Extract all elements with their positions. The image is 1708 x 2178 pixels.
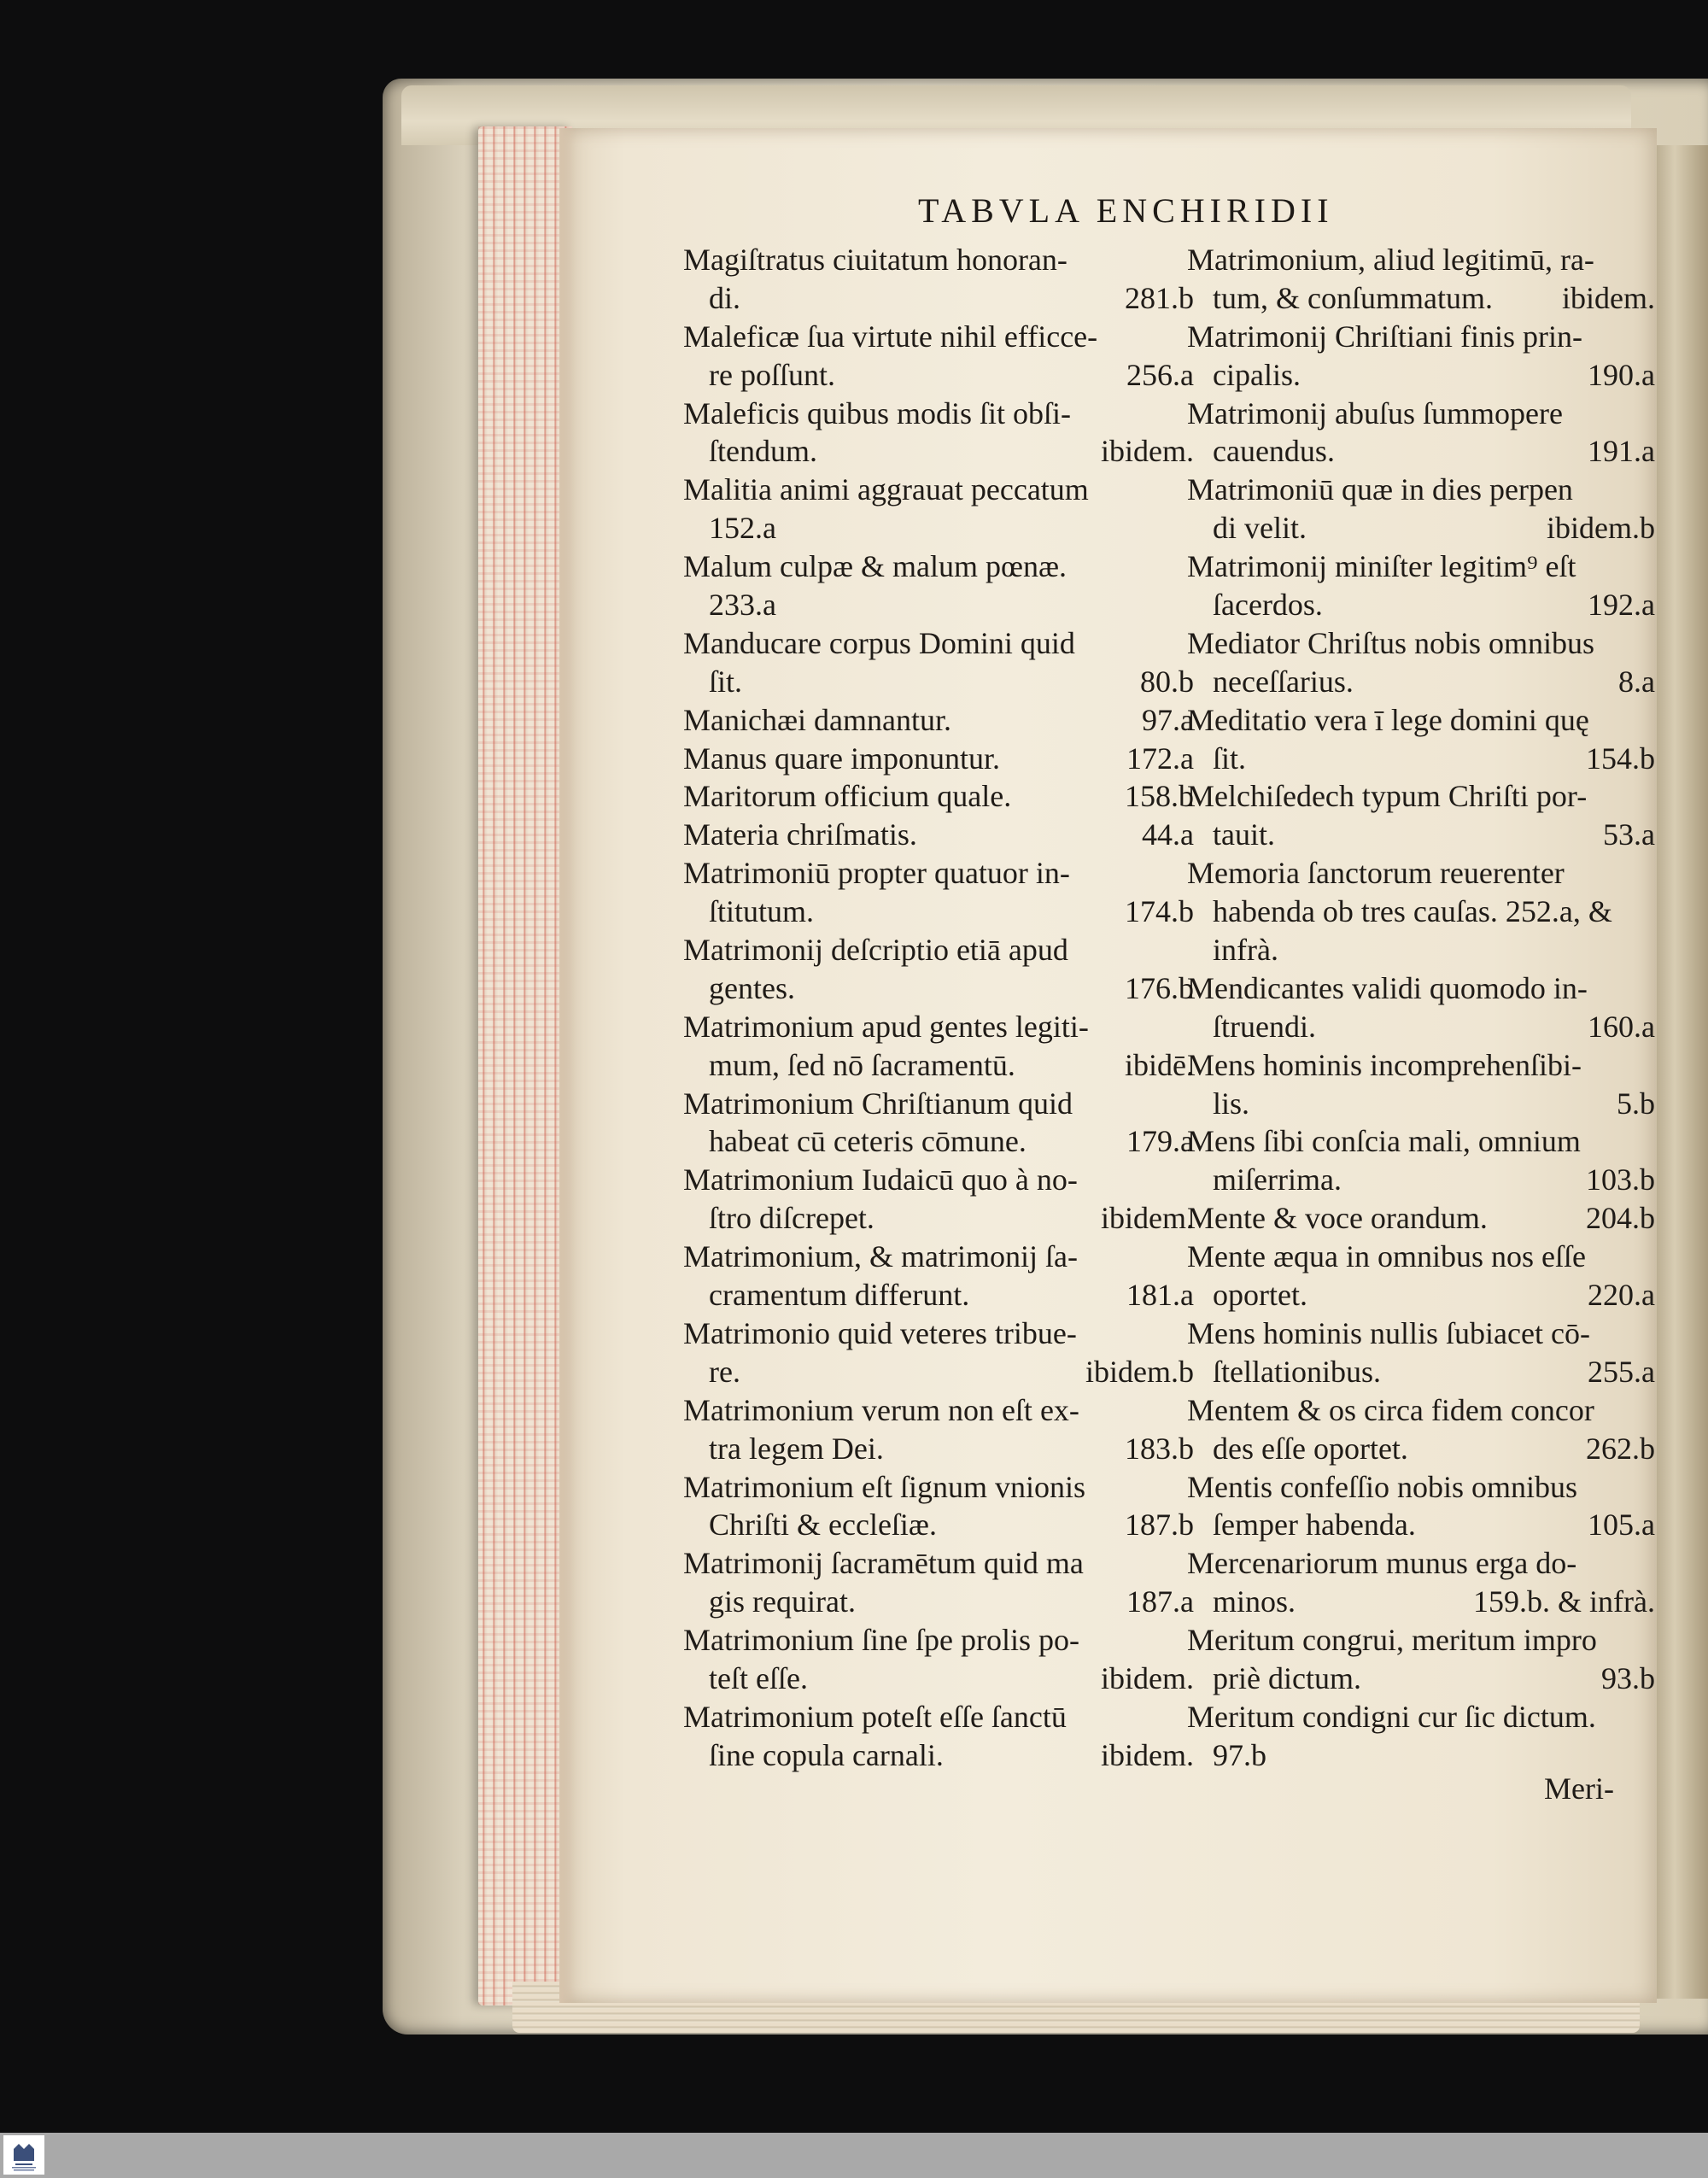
- index-entry-heading-line: [1187, 701, 1655, 740]
- left-index-column: [683, 241, 1194, 1775]
- index-entry-heading-line: [1187, 1314, 1655, 1353]
- index-entry: [1187, 318, 1655, 395]
- index-entry-page-reference: 192.a: [1588, 588, 1655, 623]
- index-entry: [1187, 1314, 1655, 1391]
- index-entry-continuation-line: [1187, 1353, 1655, 1391]
- index-entry: [683, 471, 1194, 547]
- index-entry-heading-line: [1187, 1698, 1655, 1736]
- index-entry-text: Matrimonij abuſus ſummopere: [1187, 395, 1563, 430]
- index-entry-page-reference: 80.b: [1140, 664, 1194, 699]
- index-entry: [1187, 1238, 1655, 1314]
- index-entry: [1187, 1698, 1655, 1775]
- index-entry-heading-line: [1187, 1544, 1655, 1583]
- index-entry-continuation-line: [1187, 586, 1655, 624]
- index-entry-text: cauendus.: [1213, 434, 1335, 469]
- index-entry-page-reference: 187.a: [1126, 1584, 1194, 1619]
- index-entry-text: Matrimonij deſcriptio etiā apud: [683, 933, 1068, 968]
- index-entry-text: Matrimonium ſine ſpe prolis po-: [683, 1623, 1079, 1658]
- index-entry-page-reference: 97.a: [1142, 702, 1194, 737]
- index-entry-page-reference: 256.a: [1126, 357, 1194, 392]
- index-entry: [683, 701, 1194, 740]
- index-entry-heading-line: [1187, 318, 1655, 356]
- index-entry-continuation-line: [683, 663, 1194, 701]
- index-entry-page-reference: 183.b: [1125, 1431, 1194, 1466]
- index-entry-text: Matrimonium Iudaicū quo à no-: [683, 1162, 1078, 1197]
- index-entry-text: tra legem Dei.: [709, 1431, 884, 1466]
- index-entry-heading-line: [683, 624, 1194, 663]
- index-entry: [683, 241, 1194, 318]
- index-entry-continuation-line: [1187, 1008, 1655, 1046]
- index-entry-continuation-line: [1187, 1583, 1655, 1621]
- index-entry-heading-line: [683, 701, 1194, 740]
- index-entry-continuation-line: [683, 1276, 1194, 1314]
- index-entry-heading-line: [1187, 1122, 1655, 1161]
- index-entry-continuation-line: [683, 1506, 1194, 1544]
- index-entry-text: Mens hominis nullis ſubiacet cō-: [1187, 1315, 1590, 1350]
- index-entry: [683, 1314, 1194, 1391]
- index-entry: [1187, 1391, 1655, 1468]
- index-entry-text: Mediator Chriſtus nobis omnibus: [1187, 625, 1594, 660]
- index-entry: [683, 624, 1194, 701]
- index-entry: [683, 1544, 1194, 1621]
- index-entry-continuation-line: [1187, 740, 1655, 778]
- index-entry-text: Maritorum officium quale.: [683, 779, 1012, 814]
- index-entry-heading-line: [683, 1161, 1194, 1199]
- right-index-column: [1187, 241, 1655, 1775]
- index-entry-text: di velit.: [1213, 511, 1307, 546]
- index-entry: [1187, 1046, 1655, 1123]
- index-entry-text: ſemper habenda.: [1213, 1508, 1416, 1543]
- index-entry: [683, 1238, 1194, 1314]
- index-entry-heading-line: [1187, 241, 1655, 279]
- index-entry-page-reference: 103.b: [1586, 1162, 1655, 1197]
- index-entry-continuation-line: [683, 1046, 1194, 1085]
- red-page-edges: [478, 126, 572, 2005]
- index-entry-continuation-line: [683, 1583, 1194, 1621]
- index-entry-heading-line: [683, 777, 1194, 816]
- index-entry-text: gis requirat.: [709, 1584, 856, 1619]
- index-entry-heading-line: [683, 318, 1194, 356]
- index-entry-heading-line: [683, 854, 1194, 893]
- index-entry-heading-line: [683, 740, 1194, 778]
- index-entry-continuation-line: [683, 432, 1194, 471]
- index-entry: [1187, 547, 1655, 624]
- index-entry-page-reference: 220.a: [1588, 1278, 1655, 1313]
- index-entry-continuation-line: [1187, 1430, 1655, 1468]
- index-entry-text: Mente æqua in omnibus nos eſſe: [1187, 1239, 1586, 1274]
- index-entry-text: Memoria ſanctorum reuerenter: [1187, 856, 1565, 891]
- index-entry-text: re.: [709, 1354, 740, 1389]
- index-entry-text: Matrimonij ſacramētum quid ma: [683, 1546, 1084, 1581]
- index-entry-continuation-line: [683, 1122, 1194, 1161]
- index-entry-text: re poſſunt.: [709, 357, 835, 392]
- index-entry: [683, 931, 1194, 1008]
- index-entry-text: ſtitutum.: [709, 894, 815, 929]
- index-entry-text: priè dictum.: [1213, 1660, 1361, 1695]
- index-entry-text: minos.: [1213, 1584, 1296, 1619]
- index-entry: [683, 777, 1194, 816]
- index-entry-heading-line: [683, 1621, 1194, 1660]
- index-entry-page-reference: ibidem.b: [1085, 1354, 1194, 1389]
- index-entry-page-reference: 204.b: [1586, 1201, 1655, 1236]
- index-entry-text: Manus quare imponuntur.: [683, 741, 1000, 776]
- index-entry-text: Mendicantes validi quomodo in-: [1187, 970, 1588, 1005]
- index-entry-page-reference: 172.a: [1126, 741, 1194, 776]
- index-entry-continuation-line: [683, 1736, 1194, 1775]
- index-entry-heading-line: [1187, 395, 1655, 433]
- index-entry: [1187, 1199, 1655, 1238]
- index-entry-text: 152.a: [709, 511, 776, 546]
- index-entry-continuation-line: [1187, 816, 1655, 854]
- index-entry-text: Matrimonij Chriſtiani finis prin-: [1187, 319, 1582, 354]
- index-entry-page-reference: 181.a: [1126, 1278, 1194, 1313]
- index-entry-page-reference: 179.a: [1126, 1124, 1194, 1159]
- index-entry: [1187, 777, 1655, 854]
- index-entry-text: Mens ſibi conſcia mali, omnium: [1187, 1124, 1581, 1159]
- index-entry-text: tauit.: [1213, 817, 1275, 852]
- index-entry-text: Malitia animi aggrauat peccatum: [683, 472, 1089, 507]
- index-entry: [1187, 969, 1655, 1046]
- index-entry-text: 97.b: [1213, 1737, 1266, 1772]
- index-entry: [683, 816, 1194, 854]
- index-entry-page-reference: 190.a: [1588, 357, 1655, 392]
- index-entry-page-reference: 158.b: [1125, 779, 1194, 814]
- index-entry-text: Manducare corpus Domini quid: [683, 625, 1075, 660]
- index-entry-text: ſit.: [709, 664, 743, 699]
- index-entry-page-reference: 187.b: [1125, 1508, 1194, 1543]
- index-entry-text: Malum culpæ & malum pœnæ.: [683, 549, 1067, 584]
- index-entry-text: Mercenariorum munus erga do-: [1187, 1546, 1577, 1581]
- index-entry-text: cramentum differunt.: [709, 1278, 970, 1313]
- index-entry-heading-line: [683, 1544, 1194, 1583]
- index-entry-text: di.: [709, 280, 741, 315]
- index-entry-continuation-line: [1187, 356, 1655, 395]
- index-entry-text: Magiſtratus ciuitatum honoran-: [683, 243, 1068, 277]
- index-entry-heading-line: [683, 547, 1194, 586]
- index-entry-heading-line: [683, 1238, 1194, 1276]
- library-logo-icon: [3, 2135, 44, 2175]
- index-entry-heading-line: [683, 471, 1194, 509]
- index-entry-heading-line: [683, 1468, 1194, 1507]
- index-entry-text: Matrimoniū propter quatuor in-: [683, 856, 1070, 891]
- index-entry-text: infrà.: [1213, 933, 1278, 968]
- index-entry-text: ſacerdos.: [1213, 588, 1323, 623]
- index-entry-page-reference: 8.a: [1618, 664, 1655, 699]
- index-entry-text: Mens hominis incomprehenſibi-: [1187, 1047, 1582, 1082]
- index-entry-text: Manichæi damnantur.: [683, 702, 951, 737]
- index-entry-text: Matrimonium Chriſtianum quid: [683, 1086, 1073, 1121]
- index-entry-text: Matrimonium, aliud legitimū, ra-: [1187, 243, 1594, 277]
- index-entry-page-reference: 154.b: [1586, 741, 1655, 776]
- index-entry-page-reference: 262.b: [1586, 1431, 1655, 1466]
- index-entry-continuation-line: [683, 1199, 1194, 1238]
- index-entry-heading-line: [1187, 1199, 1655, 1238]
- index-entry-page-reference: ibidem.: [1101, 1660, 1194, 1695]
- index-entry-continuation-line: [1187, 931, 1655, 969]
- index-entry-page-reference: 93.b: [1601, 1660, 1655, 1695]
- index-entry-text: 233.a: [709, 588, 776, 623]
- index-entry-continuation-line: [683, 1430, 1194, 1468]
- index-entry-continuation-line: [683, 1353, 1194, 1391]
- index-entry: [1187, 471, 1655, 547]
- index-entry-page-reference: 5.b: [1617, 1086, 1655, 1121]
- index-entry: [683, 1391, 1194, 1468]
- index-entry-page-reference: 191.a: [1588, 434, 1655, 469]
- index-entry-continuation-line: [1187, 1506, 1655, 1544]
- index-entry-text: Maleficæ ſua virtute nihil efficce-: [683, 319, 1098, 354]
- index-entry-heading-line: [1187, 547, 1655, 586]
- index-entry-continuation-line: [1187, 509, 1655, 547]
- index-entry: [683, 740, 1194, 778]
- index-entry-page-reference: 53.a: [1603, 817, 1655, 852]
- index-entry: [683, 547, 1194, 624]
- index-entry-continuation-line: [1187, 1660, 1655, 1698]
- index-entry-text: Matrimonium poteſt eſſe ſanctū: [683, 1699, 1067, 1734]
- index-entry-text: Meditatio vera ī lege domini quę: [1187, 702, 1589, 737]
- index-entry-continuation-line: [1187, 893, 1655, 931]
- index-entry-continuation-line: [1187, 663, 1655, 701]
- index-entry-continuation-line: [1187, 1161, 1655, 1199]
- index-entry-page-reference: 44.a: [1142, 817, 1194, 852]
- index-entry-text: oportet.: [1213, 1278, 1307, 1313]
- index-entry-continuation-line: [1187, 1276, 1655, 1314]
- index-entry-text: ſit.: [1213, 741, 1247, 776]
- index-entry-heading-line: [683, 1314, 1194, 1353]
- index-entry-page-reference: 160.a: [1588, 1009, 1655, 1044]
- index-entry-text: lis.: [1213, 1086, 1250, 1121]
- index-entry-continuation-line: [683, 586, 1194, 624]
- index-entry-page-reference: ibidē.: [1125, 1047, 1194, 1082]
- index-entry-continuation-line: [683, 509, 1194, 547]
- index-entry-text: ſtellationibus.: [1213, 1354, 1381, 1389]
- index-entry-text: Mente & voce orandum.: [1187, 1201, 1488, 1236]
- catchword: Meri-: [1544, 1771, 1614, 1806]
- index-entry-text: Mentem & os circa fidem concor: [1187, 1392, 1594, 1427]
- index-entry-page-reference: ibidem.: [1562, 280, 1655, 315]
- index-entry-text: Matrimonium verum non eſt ex-: [683, 1392, 1079, 1427]
- index-entry-page-reference: ibidem.b: [1547, 511, 1655, 546]
- index-entry: [683, 1161, 1194, 1238]
- page-gutter: [559, 128, 575, 2003]
- cover-right-edge: [1652, 145, 1708, 1999]
- index-entry-page-reference: 159.b. & infrà.: [1473, 1584, 1655, 1619]
- index-entry-text: Materia chriſmatis.: [683, 817, 917, 852]
- index-entry-heading-line: [683, 816, 1194, 854]
- index-entry: [1187, 1468, 1655, 1545]
- index-entry-heading-line: [683, 1391, 1194, 1430]
- index-entry-text: tum, & conſummatum.: [1213, 280, 1493, 315]
- index-entry: [683, 395, 1194, 471]
- index-entry-text: neceſſarius.: [1213, 664, 1354, 699]
- index-entry-page-reference: 176.b: [1125, 970, 1194, 1005]
- index-entry-text: ſtendum.: [709, 434, 817, 469]
- index-entry-text: ſine copula carnali.: [709, 1737, 944, 1772]
- index-entry: [1187, 241, 1655, 318]
- viewer-bottom-bar: [0, 2133, 1708, 2178]
- index-entry: [1187, 1621, 1655, 1698]
- index-entry: [1187, 1544, 1655, 1621]
- index-entry-heading-line: [1187, 1238, 1655, 1276]
- index-entry-heading-line: [1187, 1621, 1655, 1660]
- index-entry-text: Matrimonij miniſter legitim⁹ eſt: [1187, 549, 1576, 584]
- index-entry-continuation-line: [1187, 1736, 1655, 1775]
- index-entry-heading-line: [683, 1008, 1194, 1046]
- index-entry-text: mum, ſed nō ſacramentū.: [709, 1047, 1015, 1082]
- index-entry-page-reference: 255.a: [1588, 1354, 1655, 1389]
- index-entry-text: Melchiſedech typum Chriſti por-: [1187, 779, 1588, 814]
- index-entry-heading-line: [1187, 854, 1655, 893]
- index-entry-heading-line: [683, 241, 1194, 279]
- index-entry-page-reference: 281.b: [1125, 280, 1194, 315]
- index-entry-text: Matrimonium eſt ſignum vnionis: [683, 1469, 1085, 1504]
- index-entry-continuation-line: [683, 893, 1194, 931]
- index-entry-continuation-line: [683, 1660, 1194, 1698]
- book-page: [559, 128, 1657, 2003]
- index-entry-continuation-line: [683, 279, 1194, 318]
- index-entry-text: miſerrima.: [1213, 1162, 1342, 1197]
- index-entry-page-reference: ibidem.: [1101, 434, 1194, 469]
- index-entry-page-reference: 105.a: [1588, 1508, 1655, 1543]
- index-entry-heading-line: [1187, 1046, 1655, 1085]
- index-entry-text: des eſſe oportet.: [1213, 1431, 1408, 1466]
- index-entry-text: Matrimonium apud gentes legiti-: [683, 1009, 1089, 1044]
- index-entry-continuation-line: [683, 969, 1194, 1008]
- index-entry-page-reference: ibidem.: [1101, 1737, 1194, 1772]
- index-entry-text: teſt eſſe.: [709, 1660, 808, 1695]
- index-entry: [683, 1008, 1194, 1085]
- index-entry-continuation-line: [683, 356, 1194, 395]
- index-entry-text: ſtruendi.: [1213, 1009, 1316, 1044]
- index-entry-text: Meritum condigni cur ſic dictum.: [1187, 1699, 1596, 1734]
- index-entry-heading-line: [1187, 624, 1655, 663]
- index-entry-heading-line: [1187, 969, 1655, 1008]
- index-entry-text: Matrimoniū quæ in dies perpen: [1187, 472, 1573, 507]
- index-entry-continuation-line: [1187, 1085, 1655, 1123]
- running-head: TABVLA ENCHIRIDII: [918, 191, 1334, 230]
- index-entry-heading-line: [1187, 471, 1655, 509]
- index-entry-heading-line: [683, 931, 1194, 969]
- index-entry: [683, 1698, 1194, 1775]
- index-entry-text: habenda ob tres cauſas. 252.a, &: [1213, 894, 1612, 929]
- index-entry: [1187, 854, 1655, 969]
- index-entry-heading-line: [1187, 1468, 1655, 1507]
- index-entry-heading-line: [683, 1698, 1194, 1736]
- index-entry: [683, 854, 1194, 931]
- index-entry-page-reference: 174.b: [1125, 894, 1194, 929]
- index-entry-page-reference: ibidem.: [1101, 1201, 1194, 1236]
- index-entry-text: Mentis confeſſio nobis omnibus: [1187, 1469, 1577, 1504]
- index-entry-text: Chriſti & eccleſiæ.: [709, 1508, 937, 1543]
- index-entry: [1187, 701, 1655, 778]
- index-entry: [1187, 395, 1655, 471]
- index-entry-heading-line: [683, 395, 1194, 433]
- library-logo: [3, 2135, 44, 2175]
- index-entry: [683, 1085, 1194, 1162]
- index-entry-continuation-line: [1187, 279, 1655, 318]
- index-entry-text: ſtro diſcrepet.: [709, 1201, 874, 1236]
- index-entry-text: Maleficis quibus modis ſit obſi-: [683, 395, 1071, 430]
- index-entry-text: gentes.: [709, 970, 795, 1005]
- index-entry: [683, 1621, 1194, 1698]
- index-entry-text: cipalis.: [1213, 357, 1301, 392]
- index-entry-text: Matrimonio quid veteres tribue-: [683, 1315, 1077, 1350]
- index-entry-heading-line: [1187, 1391, 1655, 1430]
- index-entry: [683, 318, 1194, 395]
- index-entry-heading-line: [1187, 777, 1655, 816]
- index-entry-text: habeat cū ceteris cōmune.: [709, 1124, 1027, 1159]
- index-entry: [1187, 624, 1655, 701]
- index-entry: [683, 1468, 1194, 1545]
- index-entry: [1187, 1122, 1655, 1199]
- index-entry-text: Meritum congrui, meritum impro: [1187, 1623, 1597, 1658]
- index-entry-text: Matrimonium, & matrimonij ſa-: [683, 1239, 1078, 1274]
- index-entry-heading-line: [683, 1085, 1194, 1123]
- index-entry-continuation-line: [1187, 432, 1655, 471]
